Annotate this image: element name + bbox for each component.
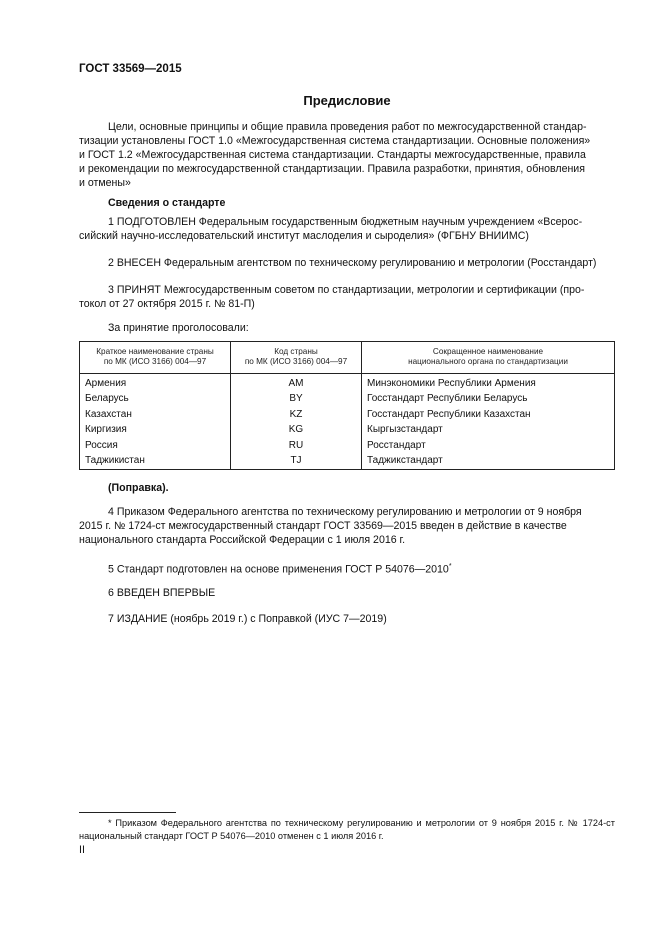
cell-body: Госстандарт Республики Беларусь <box>362 391 615 406</box>
cell-code: TJ <box>231 453 362 470</box>
table-row <box>80 422 615 437</box>
column-header-code <box>231 342 362 374</box>
item-4-line: национального стандарта Российской Федерации с 1 июля 2016 г. <box>79 534 406 546</box>
item-4-line: 2015 г. № 1724-ст межгосударственный стандарт ГОСТ 33569—2015 введен в действие в качестве <box>79 520 567 532</box>
item-6-paragraph <box>79 586 615 600</box>
header-line: национального органа по стандартизации <box>408 357 568 366</box>
intro-line: и рекомендации по межгосударственной стандартизации. Правила разработки, принятия, обновления <box>79 163 585 175</box>
table-row <box>80 374 615 392</box>
table-row <box>80 438 615 453</box>
cell-body: Росстандарт <box>362 438 615 453</box>
item-1-paragraph <box>79 215 615 243</box>
item-2-paragraph <box>79 256 615 270</box>
table-header-row <box>80 342 615 374</box>
item-1-line: 1 ПОДГОТОВЛЕН Федеральным государственным бюджетным научным учреждением «Всерос- <box>108 216 583 228</box>
cell-body: Минэкономики Республики Армения <box>362 374 615 392</box>
item-2-line: 2 ВНЕСЕН Федеральным агентством по техническому регулированию и метрологии (Росстандарт) <box>108 257 597 269</box>
item-7-line: 7 ИЗДАНИЕ (ноябрь 2019 г.) с Поправкой (ИУС 7—2019) <box>108 613 387 625</box>
intro-line: тизации установлены ГОСТ 1.0 «Межгосударственная система стандартизации. Основные положения» <box>79 135 591 147</box>
intro-line: Цели, основные принципы и общие правила проведения работ по межгосударственной стандар- <box>108 121 587 133</box>
cell-country: Казахстан <box>80 407 231 422</box>
item-5-paragraph <box>79 560 615 577</box>
header-line: по МК (ИСО 3166) 004—97 <box>103 357 207 366</box>
header-line: Краткое наименование страны <box>96 347 214 356</box>
table-row <box>80 407 615 422</box>
item-3-paragraph <box>79 283 615 311</box>
item-3-line: 3 ПРИНЯТ Межгосударственным советом по стандартизации, метрологии и сертификации (про- <box>108 284 585 296</box>
vote-label: За принятие проголосовали: <box>108 322 249 334</box>
document-code-header: ГОСТ 33569—2015 <box>79 63 182 75</box>
intro-paragraph <box>79 120 615 190</box>
item-5-text: 5 Стандарт подготовлен на основе применения ГОСТ Р 54076—2010 <box>108 563 449 576</box>
cell-body: Таджикстандарт <box>362 453 615 470</box>
header-line: Сокращенное наименование <box>432 347 544 356</box>
intro-line: и ГОСТ 1.2 «Межгосударственная система стандартизации. Стандарты межгосударственные, правила <box>79 149 586 161</box>
cell-code: RU <box>231 438 362 453</box>
item-4-line: 4 Приказом Федерального агентства по техническому регулированию и метрологии от 9 ноября <box>108 506 582 518</box>
item-1-line: сийский научно-исследовательский институт маслоделия и сыроделия» (ФГБНУ ВНИИМС) <box>79 230 529 242</box>
cell-country: Таджикистан <box>80 453 231 470</box>
cell-country: Беларусь <box>80 391 231 406</box>
amendment-note: (Поправка). <box>108 482 169 494</box>
cell-code: AM <box>231 374 362 392</box>
footnote <box>79 817 615 842</box>
item-6-line: 6 ВВЕДЕН ВПЕРВЫЕ <box>108 587 216 599</box>
cell-country: Россия <box>80 438 231 453</box>
page-number: II <box>79 844 85 856</box>
table-row <box>80 391 615 406</box>
header-line: Код страны <box>274 347 318 356</box>
page-title: Предисловие <box>303 93 391 108</box>
cell-code: KG <box>231 422 362 437</box>
member-countries-table <box>79 341 615 470</box>
cell-body: Госстандарт Республики Казахстан <box>362 407 615 422</box>
cell-body: Кыргызстандарт <box>362 422 615 437</box>
item-5-line <box>79 560 615 577</box>
footnote-divider <box>79 812 176 813</box>
item-7-paragraph <box>79 612 615 626</box>
item-3-line: токол от 27 октября 2015 г. № 81-П) <box>79 298 255 310</box>
section-heading: Сведения о стандарте <box>108 197 226 209</box>
table-row <box>80 453 615 470</box>
footnote-marker: * <box>448 563 452 570</box>
header-line: по МК (ИСО 3166) 004—97 <box>244 357 348 366</box>
column-header-country <box>80 342 231 374</box>
intro-line: и отмены» <box>79 177 131 189</box>
cell-code: KZ <box>231 407 362 422</box>
item-4-paragraph <box>79 505 615 547</box>
cell-code: BY <box>231 391 362 406</box>
cell-country: Киргизия <box>80 422 231 437</box>
footnote-line: * Приказом Федерального агентства по техническому регулированию и метрологии от 9 ноября 2015 г. <box>108 818 564 828</box>
footnote-line: № 1724-ст национальный стандарт ГОСТ Р 54076—2010 отменен с 1 июля 2016 г. <box>79 818 615 841</box>
cell-country: Армения <box>80 374 231 392</box>
column-header-body <box>362 342 615 374</box>
